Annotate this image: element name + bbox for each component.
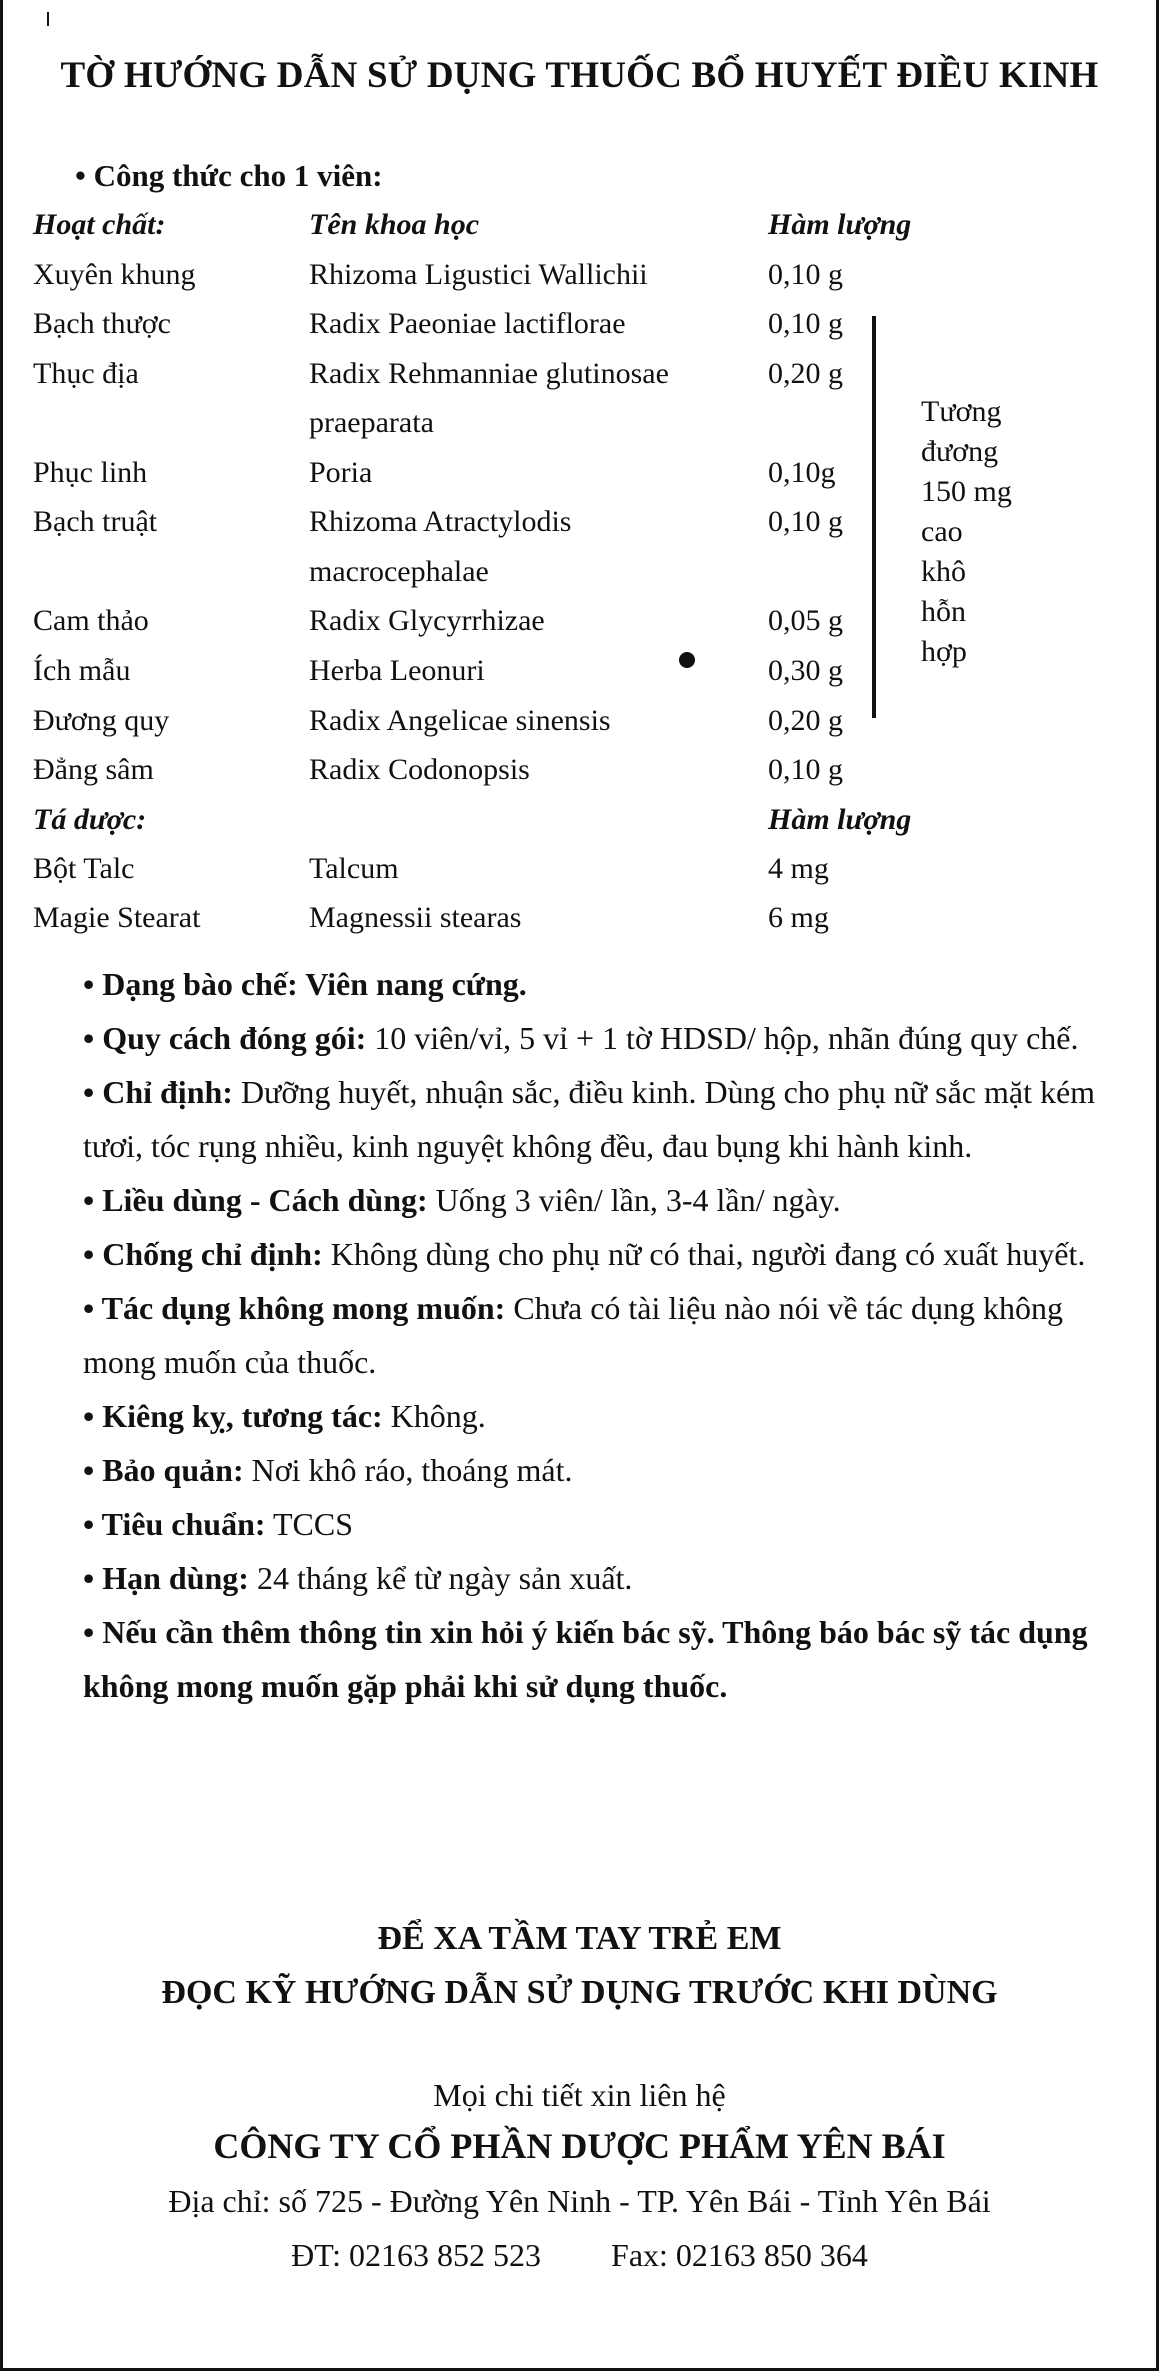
section-text: Không. [382,1398,486,1434]
corner-mark [47,12,49,26]
section-label: • Chỉ định: [83,1074,233,1110]
phone-number: ĐT: 02163 852 523 [291,2237,542,2273]
section-contraindications [83,1227,1113,1281]
table-row [3,505,903,554]
ingredient-latin: Rhizoma Atractylodis [309,505,572,538]
section-label: • Kiêng kỵ, tương tác: [83,1398,383,1434]
table-row [3,307,903,356]
equivalence-line: hợp [921,635,967,668]
section-text: Không dùng cho phụ nữ có thai, người đang có xuất huyết. [322,1236,1086,1272]
active-header-amount: Hàm lượng [768,208,912,241]
section-storage [83,1443,1113,1497]
ingredient-name: Thục địa [33,357,139,390]
warning-read-instructions: ĐỌC KỸ HƯỚNG DẪN SỬ DỤNG TRƯỚC KHI DÙNG [161,1974,998,2011]
ingredient-amount: 0,10g [768,456,836,489]
equivalence-line: đương [921,435,999,468]
ingredient-latin: macrocephalae [309,555,489,588]
ingredient-latin: Poria [309,456,373,489]
section-standard [83,1497,1113,1551]
active-header-row [3,208,912,257]
excipient-amount: 4 mg [768,852,829,885]
section-label: • Bảo quản: [83,1452,244,1488]
equivalence-line: khô [921,555,966,588]
equivalence-line: 150 mg [921,475,1012,508]
section-dosage-form [83,957,1113,1011]
ingredient-name: Đẳng sâm [33,753,154,786]
ingredient-latin: Radix Glycyrrhizae [309,604,545,637]
formula-heading: • Công thức cho 1 viên: [75,158,383,193]
section-label: • Tiêu chuẩn: [83,1506,266,1542]
ingredient-amount: 0,05 g [768,604,843,637]
ingredient-amount: 0,10 g [768,753,843,786]
ingredient-amount: 0,20 g [768,704,843,737]
ingredient-name: Xuyên khung [33,258,196,291]
equivalence-line: Tương [921,395,1002,428]
section-label: • Tác dụng không mong muốn: [83,1290,506,1326]
section-text: 24 tháng kể từ ngày sản xuất. [248,1560,633,1596]
document-title: TỜ HƯỚNG DẪN SỬ DỤNG THUỐC BỔ HUYẾT ĐIỀU KINH [60,55,1099,96]
table-row [3,901,903,950]
section-packaging [83,1011,1113,1065]
excipient-header-name: Tá dược: [33,803,147,836]
ingredient-amount: 0,10 g [768,258,843,291]
section-text: Dưỡng huyết, nhuận sắc, điều kinh. Dùng cho phụ nữ sắc mặt kém tươi, tóc rụng nhiều, kinh nguyệt không đều, đau bụng khi hành kinh. [83,1074,1096,1164]
excipient-amount: 6 mg [768,901,829,934]
phone-fax-line [3,2237,1156,2274]
table-row [3,704,903,753]
fax-number: Fax: 02163 850 364 [611,2237,868,2273]
section-text: Nơi khô ráo, thoáng mát. [243,1452,573,1488]
ingredient-amount: 0,10 g [768,307,843,340]
ingredient-amount: 0,10 g [768,505,843,538]
ingredient-name: Cam thảo [33,604,149,637]
excipient-name: Magie Stearat [33,901,201,934]
active-header-name: Hoạt chất: [33,208,166,241]
warning-children: ĐỂ XA TẦM TAY TRẺ EM [377,1920,782,1957]
excipient-latin: Magnessii stearas [309,901,522,934]
ingredient-name: Bạch truật [33,505,158,538]
table-row [3,357,903,406]
contact-intro: Mọi chi tiết xin liên hệ [433,2077,726,2113]
equivalence-note [921,392,1012,672]
company-address: Địa chỉ: số 725 - Đường Yên Ninh - TP. Yên Bái - Tỉnh Yên Bái [168,2183,991,2219]
ingredient-amount: 0,30 g [768,654,843,687]
section-label: • Dạng bào chế: Viên nang cứng. [83,966,527,1002]
excipient-header-amount: Hàm lượng [768,803,912,836]
ingredient-latin: Radix Rehmanniae glutinosae [309,357,669,390]
leaflet-body [83,957,1113,1713]
table-row [3,654,903,703]
ingredient-latin: Herba Leonuri [309,654,485,687]
ingredient-latin: Rhizoma Ligustici Wallichii [309,258,648,291]
section-interactions [83,1389,1113,1443]
table-row [3,555,903,604]
ingredient-latin: Radix Paeoniae lactiflorae [309,307,626,340]
section-text: TCCS [265,1506,353,1542]
section-label: • Chống chỉ định: [83,1236,323,1272]
ingredient-name: Bạch thược [33,307,171,340]
section-text: Uống 3 viên/ lần, 3-4 lần/ ngày. [427,1182,841,1218]
section-label: • Liều dùng - Cách dùng: [83,1182,428,1218]
section-side-effects [83,1281,1113,1389]
final-note: • Nếu cần thêm thông tin xin hỏi ý kiến bác sỹ. Thông báo bác sỹ tác dụng không mong muốn gặp phải khi sử dụng thuốc. [83,1614,1088,1704]
table-row [3,456,903,505]
section-dosage [83,1173,1113,1227]
company-name: CÔNG TY CỔ PHẦN DƯỢC PHẨM YÊN BÁI [213,2126,946,2166]
ingredient-latin: Radix Codonopsis [309,753,530,786]
excipient-header-row [3,803,912,852]
table-row [3,604,903,653]
section-label: • Quy cách đóng gói: [83,1020,367,1056]
ink-dot [679,652,695,668]
ingredient-name: Phục linh [33,456,148,489]
ingredient-amount: 0,20 g [768,357,843,390]
ingredient-latin: praeparata [309,406,434,439]
table-row [3,852,903,901]
table-row [3,406,903,455]
table-row [3,753,903,802]
section-indications [83,1065,1113,1173]
section-label: • Hạn dùng: [83,1560,249,1596]
ingredient-name: Đương quy [33,704,170,737]
equivalence-bracket [872,316,876,718]
section-text: Chưa có tài liệu nào nói về tác dụng không mong muốn của thuốc. [83,1290,1063,1380]
table-row [3,258,903,307]
equivalence-line: cao [921,515,963,548]
equivalence-line: hỗn [921,595,966,628]
excipient-latin: Talcum [309,852,399,885]
ingredient-latin: Radix Angelicae sinensis [309,704,611,737]
section-text: 10 viên/vỉ, 5 vỉ + 1 tờ HDSD/ hộp, nhãn đúng quy chế. [366,1020,1079,1056]
section-expiry [83,1551,1113,1605]
active-header-latin: Tên khoa học [309,208,480,241]
excipient-name: Bột Talc [33,852,135,885]
ingredient-name: Ích mẫu [33,654,131,687]
